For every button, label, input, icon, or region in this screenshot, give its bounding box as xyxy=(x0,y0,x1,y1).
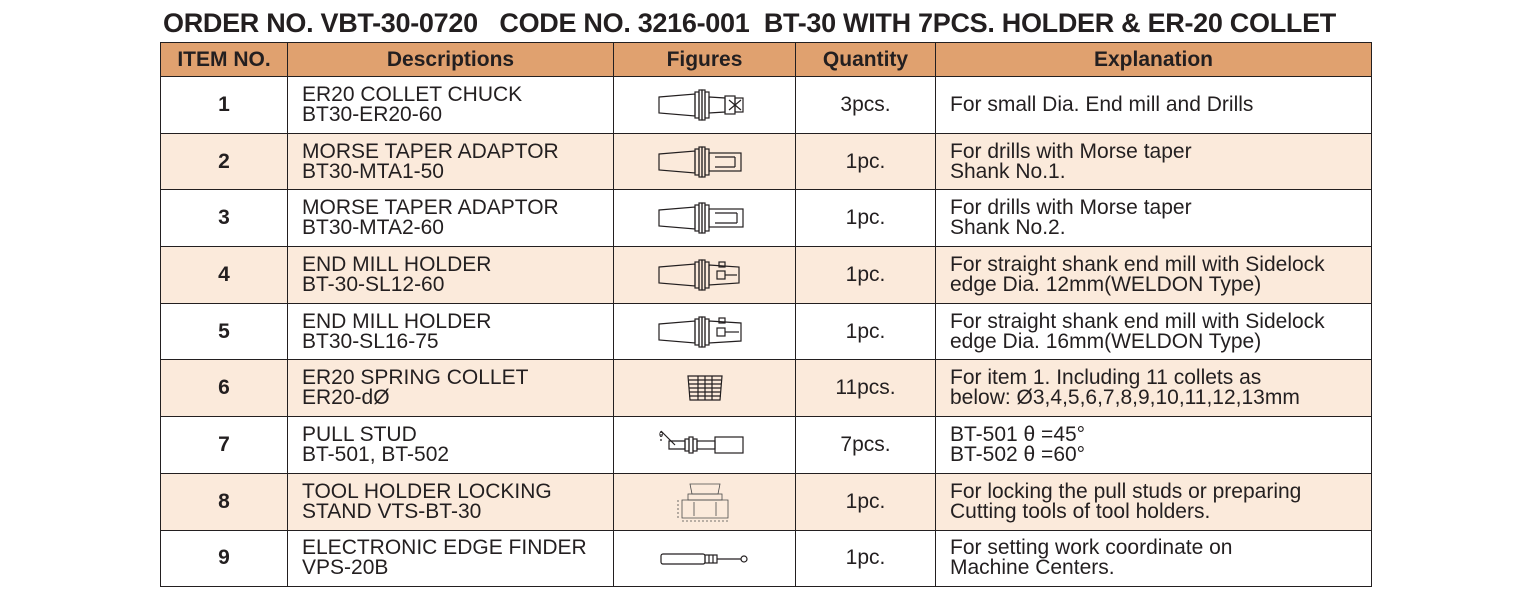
explanation-line: For locking the pull studs or preparing xyxy=(950,479,1302,503)
figure-cell xyxy=(614,247,796,304)
explanation-line: edge Dia. 12mm(WELDON Type) xyxy=(950,272,1262,296)
table-row xyxy=(161,530,1372,587)
figure-cell xyxy=(614,417,796,474)
description-code: BT30-SL16-75 xyxy=(302,329,439,353)
header-row xyxy=(161,43,1372,77)
description-name: PULL STUD xyxy=(302,422,417,446)
explanation-cell xyxy=(936,417,1372,474)
description-name: TOOL HOLDER LOCKING xyxy=(302,479,552,503)
order-table xyxy=(160,42,1372,587)
description-name: ELECTRONIC EDGE FINDER xyxy=(302,536,587,560)
item-number: 3 xyxy=(161,190,288,247)
explanation-line: For item 1. Including 11 collets as xyxy=(950,366,1262,390)
table-row xyxy=(161,360,1372,417)
morse-taper-adaptor-icon xyxy=(655,200,755,236)
figure-cell xyxy=(614,303,796,360)
table-row xyxy=(161,190,1372,247)
quantity-cell: 1pc. xyxy=(796,530,936,587)
description-cell xyxy=(288,473,614,530)
quantity-cell: 1pc. xyxy=(796,133,936,190)
description-name: END MILL HOLDER xyxy=(302,252,492,276)
explanation-cell xyxy=(936,530,1372,587)
description-code: BT-30-SL12-60 xyxy=(302,272,445,296)
morse-taper-adaptor-icon xyxy=(655,144,755,180)
item-number: 4 xyxy=(161,247,288,304)
item-number: 8 xyxy=(161,473,288,530)
description-name: MORSE TAPER ADAPTOR xyxy=(302,196,559,220)
explanation-cell xyxy=(936,133,1372,190)
edge-finder-icon xyxy=(655,543,755,573)
quantity-cell: 1pc. xyxy=(796,303,936,360)
page-title: ORDER NO. VBT-30-0720 CODE NO. 3216-001 BT-30 WITH 7PCS. HOLDER & ER-20 COLLET xyxy=(163,8,1336,38)
explanation-line: Cutting tools of tool holders. xyxy=(950,499,1211,523)
explanation-cell xyxy=(936,247,1372,304)
quantity-cell: 1pc. xyxy=(796,247,936,304)
table-row xyxy=(161,77,1372,134)
figure-cell xyxy=(614,133,796,190)
explanation-cell xyxy=(936,303,1372,360)
description-name: ER20 COLLET CHUCK xyxy=(302,82,523,106)
description-code: BT30-MTA1-50 xyxy=(302,159,444,183)
description-name: END MILL HOLDER xyxy=(302,309,492,333)
explanation-line: Shank No.1. xyxy=(950,159,1066,183)
header-item-no: ITEM NO. xyxy=(161,43,288,77)
table-row xyxy=(161,133,1372,190)
explanation-line: BT-502 θ =60° xyxy=(950,442,1086,466)
description-cell xyxy=(288,303,614,360)
description-cell xyxy=(288,360,614,417)
explanation-cell xyxy=(936,190,1372,247)
explanation-cell xyxy=(936,473,1372,530)
explanation-line: Machine Centers. xyxy=(950,556,1115,580)
end-mill-holder-icon xyxy=(655,314,755,350)
description-cell xyxy=(288,247,614,304)
explanation-line: below: Ø3,4,5,6,7,8,9,10,11,12,13mm xyxy=(950,386,1300,410)
description-code: ER20-dØ xyxy=(302,386,390,410)
item-number: 5 xyxy=(161,303,288,360)
table-row xyxy=(161,247,1372,304)
pull-stud-icon xyxy=(655,427,755,463)
header-descriptions: Descriptions xyxy=(288,43,614,77)
explanation-cell xyxy=(936,77,1372,134)
explanation-line: BT-501 θ =45° xyxy=(950,422,1086,446)
locking-stand-icon xyxy=(670,480,740,524)
header-quantity: Quantity xyxy=(796,43,936,77)
quantity-cell: 11pcs. xyxy=(796,360,936,417)
quantity-cell: 7pcs. xyxy=(796,417,936,474)
explanation-line: For straight shank end mill with Sidelock xyxy=(950,309,1325,333)
collet-chuck-icon xyxy=(655,87,755,123)
figure-cell xyxy=(614,530,796,587)
table-row xyxy=(161,303,1372,360)
description-code: BT30-ER20-60 xyxy=(302,102,443,126)
figure-cell xyxy=(614,360,796,417)
header-explanation: Explanation xyxy=(936,43,1372,77)
explanation-line: Shank No.2. xyxy=(950,216,1066,240)
figure-cell xyxy=(614,190,796,247)
table-row xyxy=(161,417,1372,474)
description-cell xyxy=(288,77,614,134)
item-number: 1 xyxy=(161,77,288,134)
description-code: VPS-20B xyxy=(302,556,389,580)
explanation-line: For small Dia. End mill and Drills xyxy=(950,92,1254,116)
description-code: BT-501, BT-502 xyxy=(302,442,450,466)
end-mill-holder-icon xyxy=(655,257,755,293)
quantity-cell: 3pcs. xyxy=(796,77,936,134)
explanation-cell xyxy=(936,360,1372,417)
svg-text:θ: θ xyxy=(658,430,663,439)
item-number: 2 xyxy=(161,133,288,190)
description-code: BT30-MTA2-60 xyxy=(302,216,444,240)
description-cell xyxy=(288,530,614,587)
explanation-line: For drills with Morse taper xyxy=(950,139,1192,163)
item-number: 6 xyxy=(161,360,288,417)
description-cell xyxy=(288,133,614,190)
explanation-line: For straight shank end mill with Sidelock xyxy=(950,252,1325,276)
quantity-cell: 1pc. xyxy=(796,473,936,530)
spring-collet-icon xyxy=(680,370,730,406)
quantity-cell: 1pc. xyxy=(796,190,936,247)
figure-cell xyxy=(614,473,796,530)
item-number: 9 xyxy=(161,530,288,587)
explanation-line: For setting work coordinate on xyxy=(950,536,1233,560)
figure-cell xyxy=(614,77,796,134)
description-name: MORSE TAPER ADAPTOR xyxy=(302,139,559,163)
header-figures: Figures xyxy=(614,43,796,77)
item-number: 7 xyxy=(161,417,288,474)
description-cell xyxy=(288,417,614,474)
explanation-line: For drills with Morse taper xyxy=(950,196,1192,220)
explanation-line: edge Dia. 16mm(WELDON Type) xyxy=(950,329,1262,353)
description-code: STAND VTS-BT-30 xyxy=(302,499,482,523)
description-name: ER20 SPRING COLLET xyxy=(302,366,529,390)
description-cell xyxy=(288,190,614,247)
table-row xyxy=(161,473,1372,530)
